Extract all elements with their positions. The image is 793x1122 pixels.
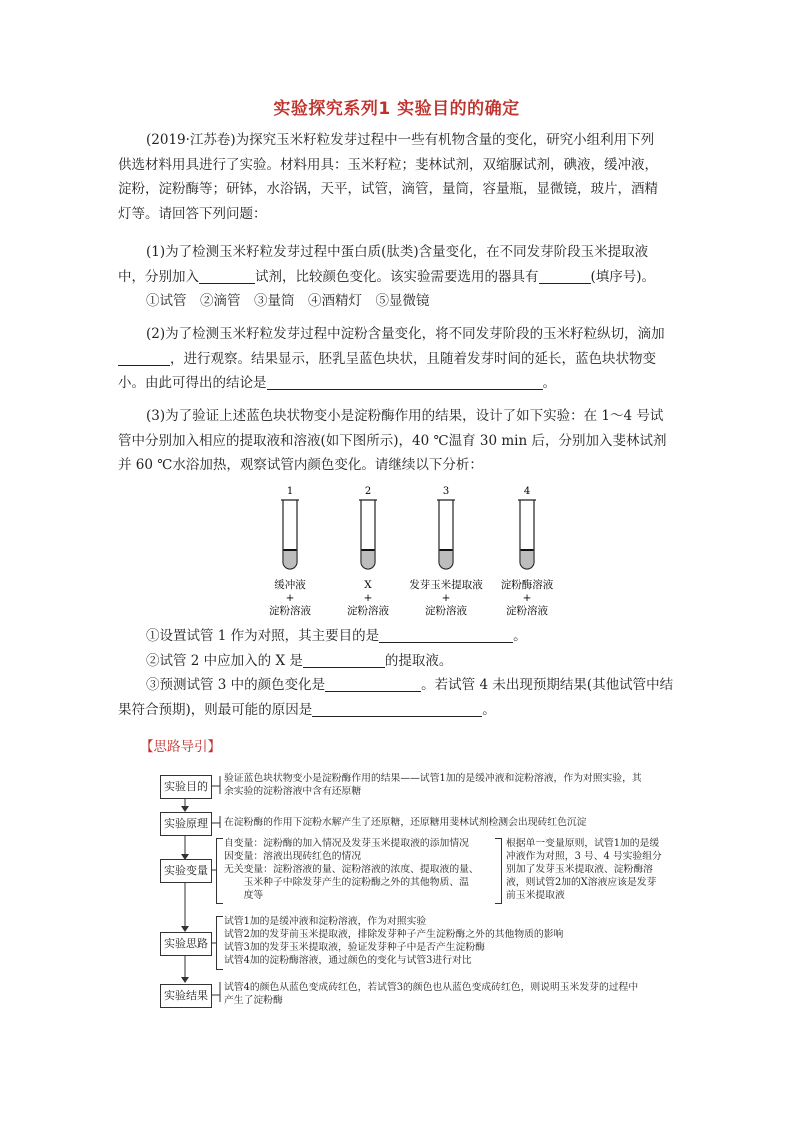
sub-1-end: 。 <box>513 628 527 644</box>
q1-options: ①试管 ②滴管 ③量筒 ④酒精灯 ⑤显微镜 <box>146 293 430 309</box>
question-3 <box>118 404 678 478</box>
tube-number: 1 <box>286 486 294 497</box>
q2-blank-conclusion[interactable] <box>267 375 543 390</box>
tube-3 <box>437 486 455 569</box>
q2-text-b: 。 <box>542 375 556 391</box>
test-tube-figure <box>250 482 580 622</box>
flow-box-principle: 实验原理 <box>160 812 212 836</box>
flow-box-result: 实验结果 <box>160 984 212 1008</box>
flow-variables-left <box>224 837 479 902</box>
sub-question-1 <box>118 624 678 649</box>
variables-brace <box>216 838 223 904</box>
tube-label-bottom: 淀粉溶液 <box>269 605 311 617</box>
flow-text-line: 试管2加的发芽前玉米提取液，排除发芽种子产生淀粉酶之外的其他物质的影响 <box>224 929 564 940</box>
flow-text-line: 无关变量：淀粉溶液的量、淀粉溶液的浓度、提取液的量、 <box>224 864 479 875</box>
flow-principle-text <box>224 816 586 829</box>
question-1 <box>118 240 678 314</box>
tube-label-top: 缓冲液 <box>274 579 306 591</box>
flow-text-line: 别加了发芽玉米提取液、淀粉酶溶 <box>506 864 653 875</box>
flow-idea-text <box>224 915 563 967</box>
q2-text: ，进行观察。结果显示，胚乳呈蓝色块状，且随着发芽时间的延长，蓝色块状物变 <box>170 350 656 367</box>
q1-text-a: 中，分别加入 <box>118 268 199 285</box>
sub-question-3 <box>118 673 678 698</box>
flow-text-line: 试管4的颜色从蓝色变成砖红色，若试管3的颜色也从蓝色变成砖红色，则说明玉米发芽的过程中 <box>224 982 639 993</box>
flow-text-line: 在淀粉酶的作用下淀粉水解产生了还原糖，还原糖用斐林试剂检测会出现砖红色沉淀 <box>224 817 587 828</box>
sub-3-end: 。 <box>482 701 496 718</box>
q3-line-1: (3)为了验证上述蓝色块状物变小是淀粉酶作用的结果，设计了如下实验：在 1～4 号试 <box>146 408 664 424</box>
tube-label-bottom: 淀粉溶液 <box>347 605 389 617</box>
sub-3-mid: 。若试管 4 未出现预期结果(其他试管中结 <box>421 677 674 693</box>
guide-heading: 【思路导引】 <box>140 739 221 755</box>
sub-2-end: 的提取液。 <box>384 652 453 669</box>
intro-line: 灯等。请回答下列问题： <box>118 205 267 222</box>
sub-1-blank[interactable] <box>379 628 513 643</box>
flow-text-line: 试管3加的发芽玉米提取液，验证发芽种子中是否产生淀粉酶 <box>224 942 485 953</box>
tube-1 <box>281 486 299 569</box>
flow-box-variables: 实验变量 <box>160 859 212 883</box>
flow-text-line: 自变量：淀粉酶的加入情况及发芽玉米提取液的添加情况 <box>224 838 469 849</box>
tube-label-bottom: 淀粉溶液 <box>506 605 548 617</box>
sub-question-3-cont <box>118 698 678 723</box>
flow-text-line: 玉米种子中除发芽产生的淀粉酶之外的其他物质、温 <box>224 877 469 888</box>
q1-line-2 <box>118 265 678 290</box>
q1-line-1: (1)为了检测玉米籽粒发芽过程中蛋白质(肽类)含量变化，在不同发芽阶段玉米提取液 <box>146 244 649 260</box>
tube-label-plus: + <box>522 592 532 604</box>
q3-line-2: 管中分别加入相应的提取液和溶液(如下图所示)，40 ℃温育 30 min 后，分别加入斐林试剂 <box>118 432 667 449</box>
flow-text-line: 液，则试管2加的X溶液应该是发芽 <box>506 877 657 888</box>
flow-box-purpose: 实验目的 <box>160 775 212 799</box>
tube-label-plus: + <box>285 592 295 604</box>
tube-label-top: 淀粉酶溶液 <box>500 579 554 591</box>
flow-text-line: 度等 <box>224 890 264 901</box>
flow-text-line: 冲液作为对照，3 号、4 号实验组分 <box>506 851 662 862</box>
flow-text-line: 余实验的淀粉溶液中含有还原糖 <box>224 786 362 797</box>
flow-text-line: 产生了淀粉酶 <box>224 995 283 1006</box>
q1-blank-equipment[interactable] <box>539 269 591 284</box>
sub-3-text: ③预测试管 3 中的颜色变化是 <box>146 677 326 693</box>
q1-blank-reagent[interactable] <box>199 269 255 284</box>
sub-1-text: ①设置试管 1 作为对照，其主要目的是 <box>146 628 380 644</box>
tube-label-bottom: 淀粉溶液 <box>425 605 467 617</box>
question-2 <box>118 322 678 396</box>
flow-text-line: 验证蓝色块状物变小是淀粉酶作用的结果——试管1加的是缓冲液和淀粉溶液，作为对照实验，其 <box>224 773 642 784</box>
intro-paragraph <box>118 128 678 226</box>
flow-text-line: 试管1加的是缓冲液和淀粉溶液，作为对照实验 <box>224 916 427 927</box>
flow-box-idea: 实验思路 <box>160 932 212 956</box>
q2-line-3 <box>118 371 678 396</box>
flow-text-line: 试管4加的淀粉酶溶液，通过颜色的变化与试管3进行对比 <box>224 955 472 966</box>
sub-3-text-b: 果符合预期)，则最可能的原因是 <box>118 701 313 718</box>
variables-right-brace <box>495 838 502 904</box>
sub-question-2 <box>118 649 678 674</box>
flow-text-line: 前玉米提取液 <box>506 890 565 901</box>
flow-purpose-text <box>224 772 642 798</box>
flow-variables-right <box>506 837 662 902</box>
q1-text-c: (填序号)。 <box>590 268 656 285</box>
flow-result-text <box>224 981 638 1007</box>
thinking-flowchart <box>152 768 672 1018</box>
sub-3-blank-b[interactable] <box>312 702 482 717</box>
tube-4 <box>518 486 536 569</box>
page-title: 实验探究系列1 实验目的的确定 <box>273 99 520 119</box>
tube-label-plus: + <box>363 592 373 604</box>
flow-text-line: 因变量：溶液出现砖红色的情况 <box>224 851 362 862</box>
tube-label-top: 发芽玉米提取液 <box>409 579 483 591</box>
idea-brace <box>216 916 223 970</box>
sub-2-blank[interactable] <box>303 653 385 668</box>
q2-text-a: 小。由此可得出的结论是 <box>118 375 267 391</box>
q2-blank-reagent[interactable] <box>118 351 170 366</box>
intro-line: 供选材料用具进行了实验。材料用具：玉米籽粒；斐林试剂，双缩脲试剂，碘液，缓冲液， <box>118 156 658 173</box>
tube-number: 2 <box>364 486 372 497</box>
intro-line: 淀粉，淀粉酶等；研钵，水浴锅，天平，试管，滴管，量筒，容量瓶，显微镜，玻片，酒精 <box>118 181 658 197</box>
sub-2-text: ②试管 2 中应加入的 X 是 <box>146 652 303 669</box>
sub-3-blank[interactable] <box>325 677 421 692</box>
q2-line-1: (2)为了检测玉米籽粒发芽过程中淀粉含量变化，将不同发芽阶段的玉米籽粒纵切，滴加 <box>146 326 665 342</box>
q1-text-b: 试剂，比较颜色变化。该实验需要选用的器具有 <box>255 268 539 285</box>
intro-line: (2019·江苏卷)为探究玉米籽粒发芽过程中一些有机物含量的变化，研究小组利用下列 <box>146 132 655 148</box>
tube-number: 3 <box>442 486 450 497</box>
tube-label-top: X <box>364 579 372 591</box>
tube-label-plus: + <box>441 592 451 604</box>
q3-line-3: 并 60 ℃水浴加热，观察试管内颜色变化。请继续以下分析： <box>118 457 483 473</box>
tube-2 <box>359 486 377 569</box>
sub-questions <box>118 624 678 722</box>
tube-number: 4 <box>523 486 531 497</box>
tube-labels <box>269 578 554 617</box>
q2-line-2 <box>118 347 678 372</box>
flow-text-line: 根据单一变量原则，试管1加的是缓 <box>506 838 660 849</box>
